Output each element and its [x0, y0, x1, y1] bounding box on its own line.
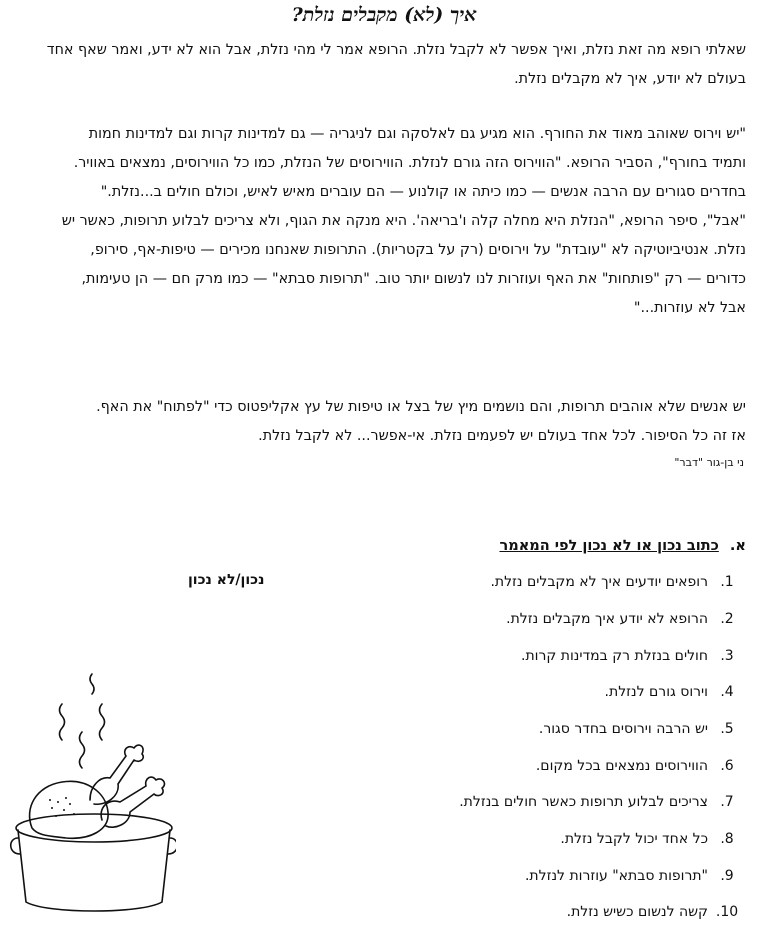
- exercise-instruction: כתוב נכון או לא נכון לפי המאמר: [499, 538, 719, 554]
- item-text: וירוס גורם לנזלת.: [604, 684, 708, 700]
- item-text: קשה לנשום כשיש נזלת.: [566, 904, 708, 920]
- item-text: יש הרבה וירוסים בחדר סגור.: [538, 721, 708, 737]
- item-text: הרופא לא יודע איך מקבלים נזלת.: [506, 611, 708, 627]
- chicken-body: [30, 781, 109, 838]
- text-line: נזלת. אנטיביוטיקה לא "עובדת" על וירוסים (רק על בקטריות). התרופות שאנחנו מכירים — טיפות-אף, סירופ,: [90, 242, 746, 258]
- text-line: בחדרים סגורים עם הרבה אנשים — כמו כיתה או קולנוע — הם עוברים מאיש לאיש, וכולם חולים ב...נזלת.": [100, 184, 746, 200]
- item-number: 8.: [720, 831, 734, 847]
- item-text: כל אחד יכול לקבל נזלת.: [560, 831, 708, 847]
- item-text: הווירוסים נמצאים בכל מקום.: [535, 758, 708, 774]
- exercise-header: [499, 538, 746, 554]
- text-line: אז זה כל הסיפור. לכל אחד בעולם יש לפעמים נזלת. אי-אפשר... לא לקבל נזלת.: [258, 428, 746, 444]
- item-number: 5.: [720, 721, 734, 737]
- item-text: חולים בנזלת רק במדינות קרות.: [521, 648, 708, 664]
- exercise-item: [226, 792, 746, 812]
- item-text: "תרופות סבתא" עוזרות לנזלת.: [524, 868, 708, 884]
- item-text: רופאים יודעים איך לא מקבלים נזלת.: [490, 574, 708, 590]
- text-line: "יש וירוס שאוהב מאוד את החורף. הוא מגיע גם לאלסקה וגם לניגריה — גם למדינות קרות וגם למדינות חמות: [88, 126, 746, 142]
- text-line: כדורים — רק "פותחות" את האף ועוזרות לנו לנשום יותר טוב. "תרופות סבתא" — כמו מרק חם — הן טעימות,: [81, 271, 746, 287]
- item-text: צריכים לבלוע תרופות כאשר חולים בנזלת.: [459, 794, 708, 810]
- drumstick: [90, 745, 143, 804]
- item-number: 7.: [720, 794, 734, 810]
- exercise-item: [226, 646, 746, 666]
- item-number: 4.: [720, 684, 734, 700]
- intro-paragraph: [16, 36, 746, 94]
- text-line: "אבל", סיפר הרופא, "הנזלת היא מחלה קלה ו'בריאה'. היא מנקה את הגוף, ולא צריכים לבלוע תרופות, כאשר יש: [61, 213, 746, 229]
- exercise-item: [226, 756, 746, 776]
- item-number: 2.: [720, 611, 734, 627]
- text-line: אבל לא עוזרות...": [633, 300, 746, 316]
- text-line: יש אנשים שלא אוהבים תרופות, והם נושמים מיץ של בצל או טיפות של עץ אקליפטוס כדי "לפתוח" את האף.: [96, 399, 746, 415]
- item-number: 1.: [720, 574, 734, 590]
- item-number: 3.: [720, 648, 734, 664]
- text-line: ותמיד בחורף", הסביר הרופא. "הווירוס הזה גורם לנזלת. הווירוסים של הנזלת, כמו כל הווירוסים, נמצאים באוויר.: [73, 155, 746, 171]
- closing-paragraph: [16, 393, 746, 451]
- item-number: 9.: [720, 868, 734, 884]
- exercise-item: [226, 719, 746, 739]
- exercise-item: [226, 572, 746, 592]
- item-number: 6.: [720, 758, 734, 774]
- exercise-item: [226, 609, 746, 629]
- pot-rim: [16, 814, 172, 842]
- text-line: בעולם לא יודע, איך לא מקבלים נזלת.: [514, 71, 746, 87]
- doctor-quote-paragraph: [16, 120, 746, 323]
- steam-line: [80, 732, 85, 768]
- exercise-letter: א.: [729, 538, 746, 554]
- source-credit: ני בן-גור "דבר": [674, 456, 744, 469]
- true-false-column-label: נכון/לא נכון: [188, 572, 265, 588]
- steam-line: [90, 674, 94, 694]
- document-title: איך (לא) מקבלים נזלת?: [291, 4, 477, 26]
- exercise-item: [226, 866, 746, 886]
- item-number: 10.: [715, 904, 739, 920]
- steam-line: [60, 704, 65, 740]
- soup-pot-illustration: [6, 668, 176, 918]
- steam-line: [100, 704, 105, 740]
- exercise-item: [226, 829, 746, 849]
- exercise-item: [226, 902, 746, 922]
- text-line: שאלתי רופא מה זאת נזלת, ואיך אפשר לא לקבל נזלת. הרופא אמר לי מהי נזלת, אבל הוא לא ידע, ואמר שאף אחד: [46, 42, 746, 58]
- exercise-item: [226, 682, 746, 702]
